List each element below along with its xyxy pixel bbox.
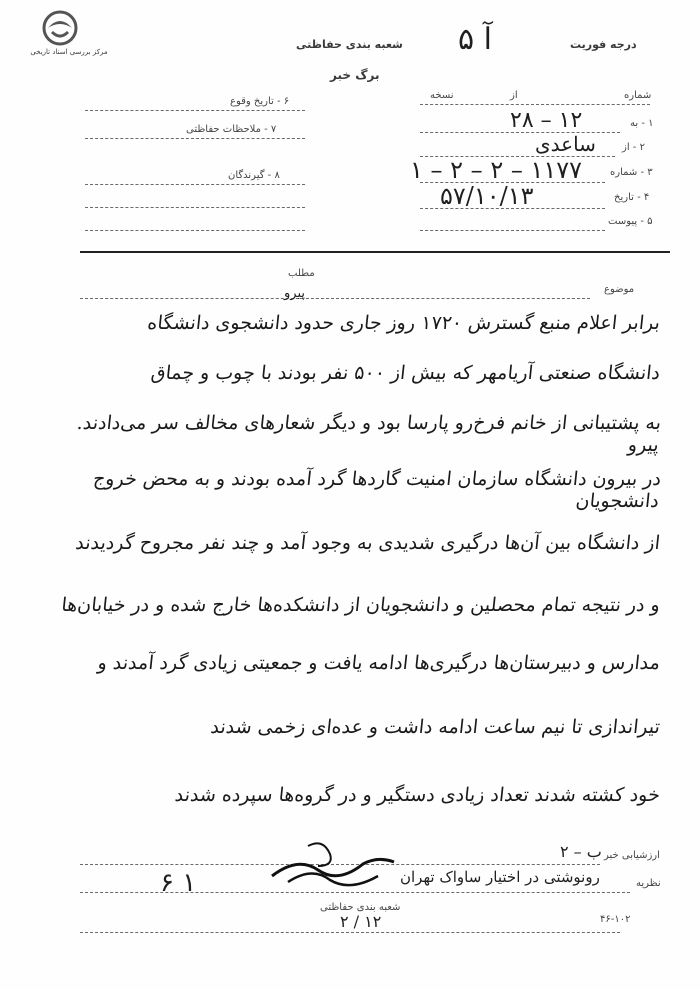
body-line: به پشتیبانی از خانم فرخ‌رو پارسا بود و دیگر شعارهای مخالف سر می‌دادند. پیرو — [75, 412, 663, 456]
form-code: ۴۶-۱۰۲ — [600, 914, 631, 925]
dotted-rule — [85, 110, 305, 111]
evaluation-label: ارزشیابی خبر — [604, 850, 660, 861]
date-of-occurrence-label: ۶ - تاریخ وقوع — [230, 96, 290, 107]
body-line: از دانشگاه بین آن‌ها درگیری شدیدی به وجود آمد و چند نفر مجروح گردیدند — [74, 532, 662, 554]
form-title: برگ خبر — [330, 68, 380, 82]
copy-label: نسخه — [430, 90, 454, 101]
opinion-value: رونوشتی در اختیار ساواک تهران — [400, 868, 600, 886]
recipients-label: ۸ - گیرندگان — [228, 170, 280, 181]
body-line: برابر اعلام منبع گسترش ۱۷۲۰ روز جاری حدود دانشجوی دانشگاه — [146, 312, 662, 334]
dotted-rule — [420, 208, 605, 209]
archive-logo — [14, 10, 110, 58]
field2-value: ساعدی — [535, 132, 596, 156]
archive-logo-text: مرکز بررسی اسناد تاریخی — [30, 48, 108, 56]
subject-dotted-rule — [80, 298, 590, 299]
dotted-rule — [85, 230, 305, 231]
body-line: در بیرون دانشگاه سازمان امنیت گاردها گرد آمده بودند و به محض خروج دانشجویان — [92, 468, 663, 512]
opinion-label: نظریه — [636, 878, 661, 889]
field1-label: ۱ - به — [630, 118, 654, 129]
dotted-rule — [80, 932, 620, 933]
subject-label: موضوع — [604, 284, 635, 295]
priority-label: درجه فوریت — [570, 38, 637, 51]
field4-value: ۵۷/۱۰/۱۳ — [440, 182, 534, 210]
field3-value: ۱۱۷۷ – ۲ – ۲ – ۱ — [410, 156, 583, 184]
dotted-rule — [85, 207, 305, 208]
body-line: دانشگاه صنعتی آریامهر که بیش از ۵۰۰ نفر بودند با چوب و چماق — [149, 362, 662, 384]
dotted-rule — [85, 138, 305, 139]
archive-seal-icon — [40, 10, 80, 46]
field1-value: ۱۲ – ۲۸ — [510, 108, 583, 133]
dotted-rule — [420, 104, 650, 105]
dotted-rule — [420, 230, 605, 231]
body-line: تیراندازی تا نیم ساعت ادامه داشت و عده‌ای زخمی شدند — [209, 716, 662, 738]
margin-mark-bottom: ۱ ۶ — [160, 868, 197, 898]
body-line: خود کشته شدند تعداد زیادی دستگیر و در گروه‌ها سپرده شدند — [173, 784, 662, 806]
matlab-label: مطلب — [288, 268, 315, 279]
evaluation-value: ب – ۲ — [560, 842, 602, 861]
security-remarks-label: ۷ - ملاحظات حفاظتی — [186, 124, 277, 135]
field2-label: ۲ - از — [622, 142, 645, 153]
number-label: شماره — [624, 90, 652, 101]
header-separator — [80, 251, 670, 253]
field3-label: ۳ - شماره — [610, 167, 653, 178]
dotted-rule — [85, 184, 305, 185]
field5-label: ۵ - پیوست — [608, 216, 653, 227]
body-line: و در نتیجه تمام محصلین و دانشجویان از دانشکده‌ها خارج شده و در خیابان‌ها — [60, 594, 662, 616]
handwritten-number: ۱۲ / ۲ — [340, 912, 382, 931]
field4-label: ۴ - تاریخ — [614, 192, 650, 203]
body-line: مدارس و دبیرستان‌ها درگیری‌ها ادامه یافت و جمعیتی زیادی گرد آمدند و — [96, 652, 662, 674]
from-label: از — [510, 90, 518, 101]
signature-mark — [268, 836, 398, 896]
margin-mark-top: آ ۵ — [458, 22, 492, 57]
body-annotation: پیرو — [284, 286, 305, 301]
department-sign: شعبه بندی حفاظتی — [320, 902, 401, 913]
department-label: شعبه بندی حفاظتی — [296, 38, 403, 51]
